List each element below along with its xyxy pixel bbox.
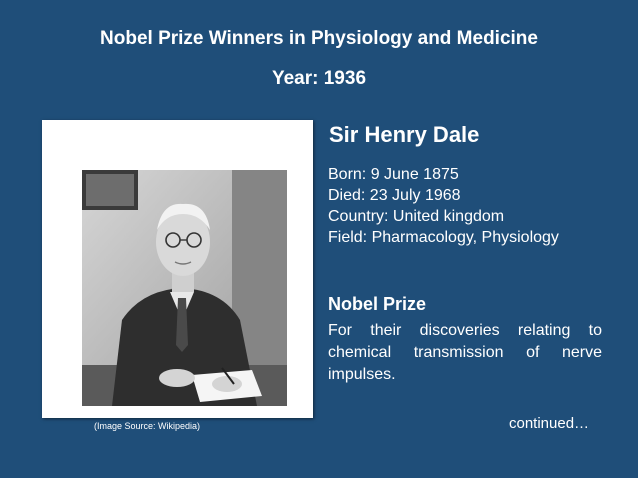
portrait-illustration xyxy=(82,170,287,406)
country: Country: United kingdom xyxy=(328,208,505,225)
laureate-name: Sir Henry Dale xyxy=(329,122,480,147)
born-date: Born: 9 June 1875 xyxy=(328,166,459,183)
slide-title: Nobel Prize Winners in Physiology and Medicine xyxy=(100,28,538,49)
image-source-caption: (Image Source: Wikipedia) xyxy=(94,421,201,431)
slide-year: Year: 1936 xyxy=(271,68,367,89)
laureate-facts xyxy=(328,164,559,248)
continued-label: continued… xyxy=(509,415,590,432)
portrait-photo xyxy=(82,170,287,406)
died-date: Died: 23 July 1968 xyxy=(328,187,461,204)
nobel-prize-heading: Nobel Prize xyxy=(328,294,427,314)
field: Field: Pharmacology, Physiology xyxy=(328,229,559,246)
nobel-prize-citation: For their discoveries relating to chemical transmission of nerve impulses. xyxy=(328,322,602,383)
portrait-frame xyxy=(42,120,313,418)
